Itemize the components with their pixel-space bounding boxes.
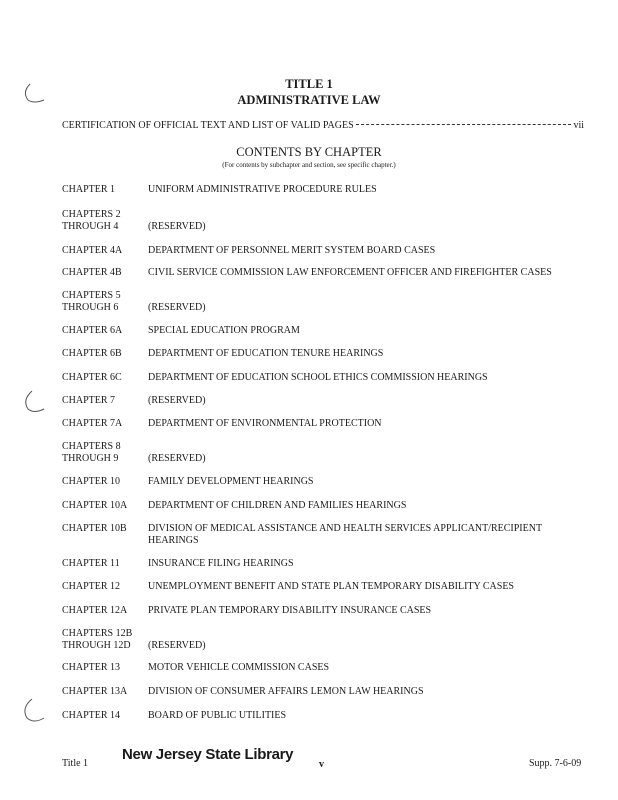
chapter-number — [62, 325, 148, 337]
chapter-number — [62, 500, 148, 512]
chapter-number-line: CHAPTER 10 — [62, 476, 121, 487]
page-number: v — [319, 759, 324, 770]
chapter-title: MOTOR VEHICLE COMMISSION CASES — [148, 662, 330, 673]
chapter-title: DEPARTMENT OF EDUCATION TENURE HEARINGS — [148, 348, 384, 359]
chapter-number — [62, 395, 148, 407]
chapter-title: FAMILY DEVELOPMENT HEARINGS — [148, 476, 314, 487]
chapter-number — [62, 581, 148, 593]
chapter-number — [62, 628, 148, 652]
chapter-row — [62, 441, 562, 465]
chapter-title: BOARD OF PUBLIC UTILITIES — [148, 710, 287, 721]
chapter-number-line: CHAPTER 11 — [62, 558, 120, 569]
title-line-2: ADMINISTRATIVE LAW — [237, 93, 381, 107]
chapter-row — [62, 395, 562, 407]
chapter-row — [62, 662, 562, 674]
chapter-title: CIVIL SERVICE COMMISSION LAW ENFORCEMENT OFFICER AND FIREFIGHTER CASES — [148, 267, 552, 278]
chapter-row — [62, 500, 562, 512]
chapter-number-line: CHAPTER 1 — [62, 184, 116, 195]
chapter-number-line: THROUGH 4 — [62, 221, 119, 232]
chapter-title: DEPARTMENT OF ENVIRONMENTAL PROTECTION — [148, 418, 382, 429]
chapter-number-line: CHAPTER 10A — [62, 500, 128, 511]
dot-leader — [356, 124, 572, 125]
chapter-number — [62, 267, 148, 279]
chapter-number-line: CHAPTERS 8 — [62, 441, 121, 452]
chapter-number-line: CHAPTER 14 — [62, 710, 121, 721]
chapter-row — [62, 325, 562, 337]
chapter-row — [62, 418, 562, 430]
footer-title: Title 1 — [62, 758, 89, 769]
chapter-number-line: THROUGH 9 — [62, 453, 119, 464]
chapter-number-line: CHAPTER 4A — [62, 245, 123, 256]
chapter-number-line: THROUGH 6 — [62, 302, 119, 313]
chapter-number — [62, 209, 148, 233]
chapter-number-line: CHAPTERS 12B — [62, 628, 133, 639]
chapter-title: PRIVATE PLAN TEMPORARY DISABILITY INSURANCE CASES — [148, 605, 432, 616]
chapter-number — [62, 418, 148, 430]
chapter-number-line: CHAPTERS 2 — [62, 209, 121, 220]
chapter-number-line: CHAPTER 13 — [62, 662, 121, 673]
chapter-number-line: CHAPTER 7A — [62, 418, 123, 429]
chapter-title: (RESERVED) — [148, 302, 206, 313]
chapter-title: INSURANCE FILING HEARINGS — [148, 558, 294, 569]
chapter-number — [62, 686, 148, 698]
chapter-row — [62, 209, 562, 233]
chapter-title: DIVISION OF MEDICAL ASSISTANCE AND HEALTH SERVICES APPLICANT/RECIPIENT HEARINGS — [148, 523, 542, 546]
chapter-number-line: CHAPTER 13A — [62, 686, 128, 697]
chapter-title: (RESERVED) — [148, 395, 206, 406]
chapter-number — [62, 710, 148, 722]
chapter-number-line: CHAPTER 4B — [62, 267, 122, 278]
chapter-title: DEPARTMENT OF CHILDREN AND FAMILIES HEARINGS — [148, 500, 407, 511]
chapter-title: UNEMPLOYMENT BENEFIT AND STATE PLAN TEMPORARY DISABILITY CASES — [148, 581, 514, 592]
chapter-row — [62, 348, 562, 360]
chapter-row — [62, 372, 562, 384]
chapter-number — [62, 523, 148, 547]
chapter-number-line: THROUGH 12D — [62, 640, 131, 651]
chapter-title: DIVISION OF CONSUMER AFFAIRS LEMON LAW HEARINGS — [148, 686, 424, 697]
chapter-title: (RESERVED) — [148, 221, 206, 232]
chapter-number-line: CHAPTER 6B — [62, 348, 122, 359]
chapter-number — [62, 184, 148, 196]
chapter-title: (RESERVED) — [148, 640, 206, 651]
chapter-title: DEPARTMENT OF PERSONNEL MERIT SYSTEM BOARD CASES — [148, 245, 436, 256]
chapter-number — [62, 476, 148, 488]
library-stamp: New Jersey State Library — [122, 746, 294, 763]
binder-hole-mark-bottom — [18, 696, 50, 726]
binder-hole-mark-middle — [20, 388, 50, 416]
chapter-row — [62, 581, 562, 593]
chapter-row — [62, 267, 562, 279]
chapter-number-line: CHAPTER 7 — [62, 395, 116, 406]
certification-page: vii — [573, 120, 584, 131]
chapter-number-line: CHAPTER 12 — [62, 581, 121, 592]
supplement-date: Supp. 7-6-09 — [529, 758, 582, 769]
chapter-number — [62, 441, 148, 465]
chapter-title: SPECIAL EDUCATION PROGRAM — [148, 325, 300, 336]
chapter-number — [62, 290, 148, 314]
chapter-title: (RESERVED) — [148, 453, 206, 464]
chapter-row — [62, 523, 562, 547]
chapter-number — [62, 662, 148, 674]
title-line-1: TITLE 1 — [285, 77, 333, 91]
chapter-row — [62, 605, 562, 617]
chapter-number-line: CHAPTER 6C — [62, 372, 122, 383]
chapter-row — [62, 184, 562, 196]
contents-heading: CONTENTS BY CHAPTER — [236, 145, 382, 159]
chapter-number — [62, 245, 148, 257]
contents-note: (For contents by subchapter and section, see specific chapter.) — [222, 161, 396, 169]
binder-hole-mark-top — [20, 80, 50, 106]
chapter-row — [62, 558, 562, 570]
chapter-row — [62, 290, 562, 314]
chapter-number — [62, 605, 148, 617]
chapter-title: DEPARTMENT OF EDUCATION SCHOOL ETHICS COMMISSION HEARINGS — [148, 372, 488, 383]
page-footer — [0, 746, 618, 770]
chapter-row — [62, 476, 562, 488]
chapter-number — [62, 372, 148, 384]
chapter-row — [62, 710, 562, 722]
chapter-number — [62, 348, 148, 360]
chapter-number-line: CHAPTER 6A — [62, 325, 123, 336]
document-title — [0, 76, 618, 108]
chapter-number-line: CHAPTER 10B — [62, 523, 127, 534]
chapter-row — [62, 686, 562, 698]
certification-line — [62, 120, 584, 131]
chapter-number-line: CHAPTERS 5 — [62, 290, 121, 301]
chapter-row — [62, 245, 562, 257]
chapter-number-line: CHAPTER 12A — [62, 605, 128, 616]
chapter-row — [62, 628, 562, 652]
certification-label: CERTIFICATION OF OFFICIAL TEXT AND LIST OF VALID PAGES — [62, 120, 354, 131]
chapter-number — [62, 558, 148, 570]
chapter-title: UNIFORM ADMINISTRATIVE PROCEDURE RULES — [148, 184, 377, 195]
